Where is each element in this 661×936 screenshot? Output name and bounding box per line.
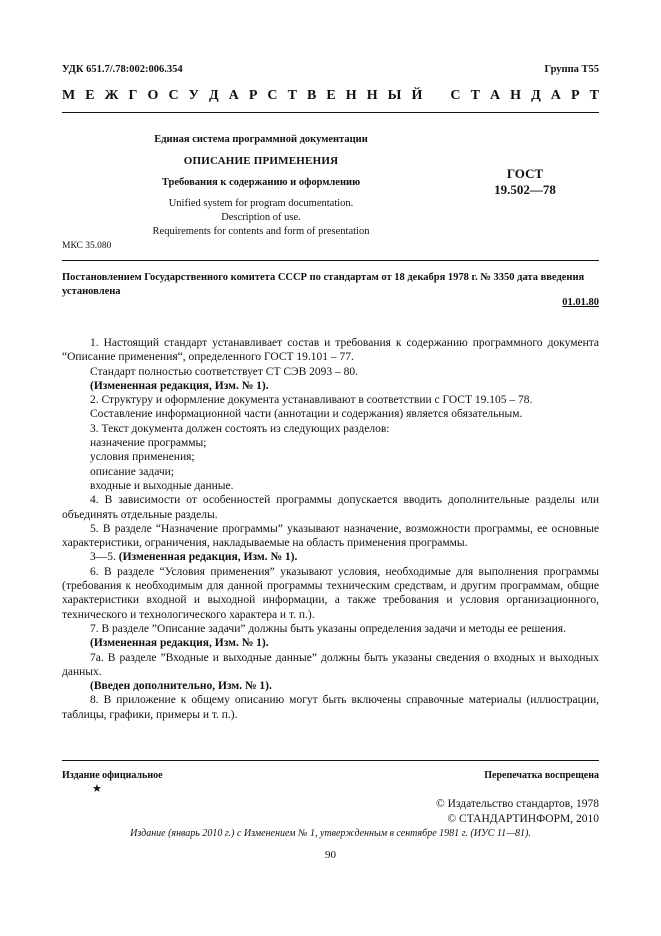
banner-letter: А bbox=[550, 88, 561, 103]
gost-code: ГОСТ bbox=[506, 166, 544, 181]
document-body bbox=[62, 336, 599, 722]
english-title-line: Requirements for contents and form of presentation bbox=[152, 226, 370, 237]
document-title: ОПИСАНИЕ ПРИМЕНЕНИЯ bbox=[183, 155, 339, 167]
gost-designation bbox=[470, 166, 580, 198]
banner-letter: О bbox=[147, 88, 159, 103]
body-paragraph: 5. В разделе “Назначение программы” указывают назначение, возможности программы, ее основные характеристики, ограничения, накладываемые на область применения программы. bbox=[62, 522, 599, 550]
gost-number: 19.502—78 bbox=[494, 182, 556, 197]
star-icon: ★ bbox=[92, 783, 102, 795]
banner-letter: Г bbox=[128, 88, 138, 103]
banner-letter: В bbox=[306, 88, 317, 103]
header-rule bbox=[62, 112, 599, 113]
banner-letter: С bbox=[168, 88, 179, 103]
banner-letter: Т bbox=[470, 88, 480, 103]
banner-letter: Р bbox=[570, 88, 580, 103]
system-title: Единая система программной документации bbox=[154, 134, 368, 145]
page-number: 90 bbox=[325, 849, 336, 861]
banner-letter: С bbox=[450, 88, 461, 103]
english-title bbox=[130, 197, 392, 239]
udk-code: УДК 651.7/.78:002:006.354 bbox=[62, 64, 183, 75]
copyright-block bbox=[436, 797, 599, 827]
body-paragraph: 3. Текст документа должен состоять из следующих разделов: bbox=[90, 422, 390, 435]
body-paragraph: (Измененная редакция, Изм. № 1). bbox=[90, 379, 269, 392]
decree-text: Постановлением Государственного комитета СССР по стандартам от 18 декабря 1978 г. № 3350 дата введения установлена bbox=[62, 272, 585, 297]
body-paragraph: 2. Структуру и оформление документа устанавливают в соответствии с ГОСТ 19.105 – 78. bbox=[90, 394, 533, 407]
document-subtitle: Требования к содержанию и оформлению bbox=[161, 177, 361, 188]
banner-letter: Д bbox=[531, 88, 541, 103]
banner-letter: Ы bbox=[387, 88, 402, 103]
body-paragraph: 8. В приложение к общему описанию могут быть включены справочные материалы (иллюстрации, таблицы, графики, примеры и т. п.). bbox=[62, 694, 599, 721]
mks-rule bbox=[62, 260, 599, 261]
banner-letter: У bbox=[188, 88, 199, 103]
banner-letter: Е bbox=[326, 88, 336, 103]
edition-note: Издание (январь 2010 г.) с Изменением № 1, утвержденным в сентябре 1981 г. (ИУС 11—81). bbox=[130, 828, 531, 839]
banner-letter: Н bbox=[345, 88, 357, 103]
introduction-date: 01.01.80 bbox=[562, 297, 599, 308]
body-paragraph: описание задачи; bbox=[90, 465, 174, 478]
body-paragraph: 7а. В разделе ”Входные и выходные данные” должны быть указаны сведения о входных и выходных данных. bbox=[62, 651, 599, 678]
body-paragraph: назначение программы; bbox=[90, 437, 207, 450]
body-paragraph bbox=[62, 550, 599, 564]
body-paragraph: условия применения; bbox=[90, 451, 195, 464]
footer-rule bbox=[62, 760, 599, 761]
official-edition-label: Издание официальное bbox=[62, 770, 163, 781]
banner-letter bbox=[432, 88, 440, 104]
banner-letter: Е bbox=[85, 88, 95, 103]
body-paragraph: Составление информационной части (аннотации и содержания) является обязательным. bbox=[90, 408, 523, 421]
banner-letter: А bbox=[489, 88, 501, 103]
body-paragraph: 7. В разделе ”Описание задачи” должны быть указаны определения задачи и методы ее решения. bbox=[90, 622, 566, 635]
banner-letter: Т bbox=[287, 88, 297, 103]
banner-letter: Й bbox=[411, 88, 423, 103]
body-paragraph: 1. Настоящий стандарт устанавливает состав и требования к содержанию программного документа “Описание применения“, определенного ГОСТ 19.101 – 77. bbox=[62, 337, 599, 364]
english-title-line: Unified system for program documentation. bbox=[168, 198, 354, 209]
group-code: Группа Т55 bbox=[544, 64, 599, 75]
title-block bbox=[130, 130, 392, 239]
banner-letter: Н bbox=[366, 88, 378, 103]
body-paragraph: Стандарт полностью соответствует СТ СЭВ 2093 – 80. bbox=[90, 365, 359, 378]
paragraph-prefix: 3—5. bbox=[90, 551, 119, 564]
banner-letter: А bbox=[228, 88, 239, 103]
banner-letter: Р bbox=[248, 88, 258, 103]
copyright-line: © СТАНДАРТИНФОРМ, 2010 bbox=[447, 813, 599, 825]
mks-code: МКС 35.080 bbox=[62, 241, 112, 251]
banner-letter: Т bbox=[589, 88, 599, 103]
banner-letter: М bbox=[62, 88, 76, 103]
banner-letter: Д bbox=[208, 88, 219, 103]
standard-banner bbox=[62, 88, 599, 104]
banner-letter: Н bbox=[510, 88, 522, 103]
banner-letter: С bbox=[267, 88, 278, 103]
amendment-note: (Измененная редакция, Изм. № 1). bbox=[118, 551, 298, 564]
body-paragraph: (Введен дополнительно, Изм. № 1). bbox=[90, 680, 272, 693]
body-paragraph: 6. В разделе “Условия применения” указывают условия, необходимые для выполнения программы (требования к необходимым для данной программы техническим средствам, и другим программам, общие характеристики входной и выходной информации, а также требования и условия организационного, технического и технологического характера и т. п.). bbox=[62, 565, 599, 621]
banner-letter: Ж bbox=[104, 88, 119, 103]
english-title-line: Description of use. bbox=[221, 212, 301, 223]
body-paragraph: 4. В зависимости от особенностей программы допускается вводить дополнительные разделы или объединять отдельные разделы. bbox=[62, 494, 599, 521]
reprint-prohibited-label: Перепечатка воспрещена bbox=[484, 770, 599, 781]
body-paragraph: входные и выходные данные. bbox=[90, 479, 234, 492]
body-paragraph: (Измененная редакция, Изм. № 1). bbox=[90, 637, 269, 650]
copyright-line: © Издательство стандартов, 1978 bbox=[435, 798, 599, 810]
